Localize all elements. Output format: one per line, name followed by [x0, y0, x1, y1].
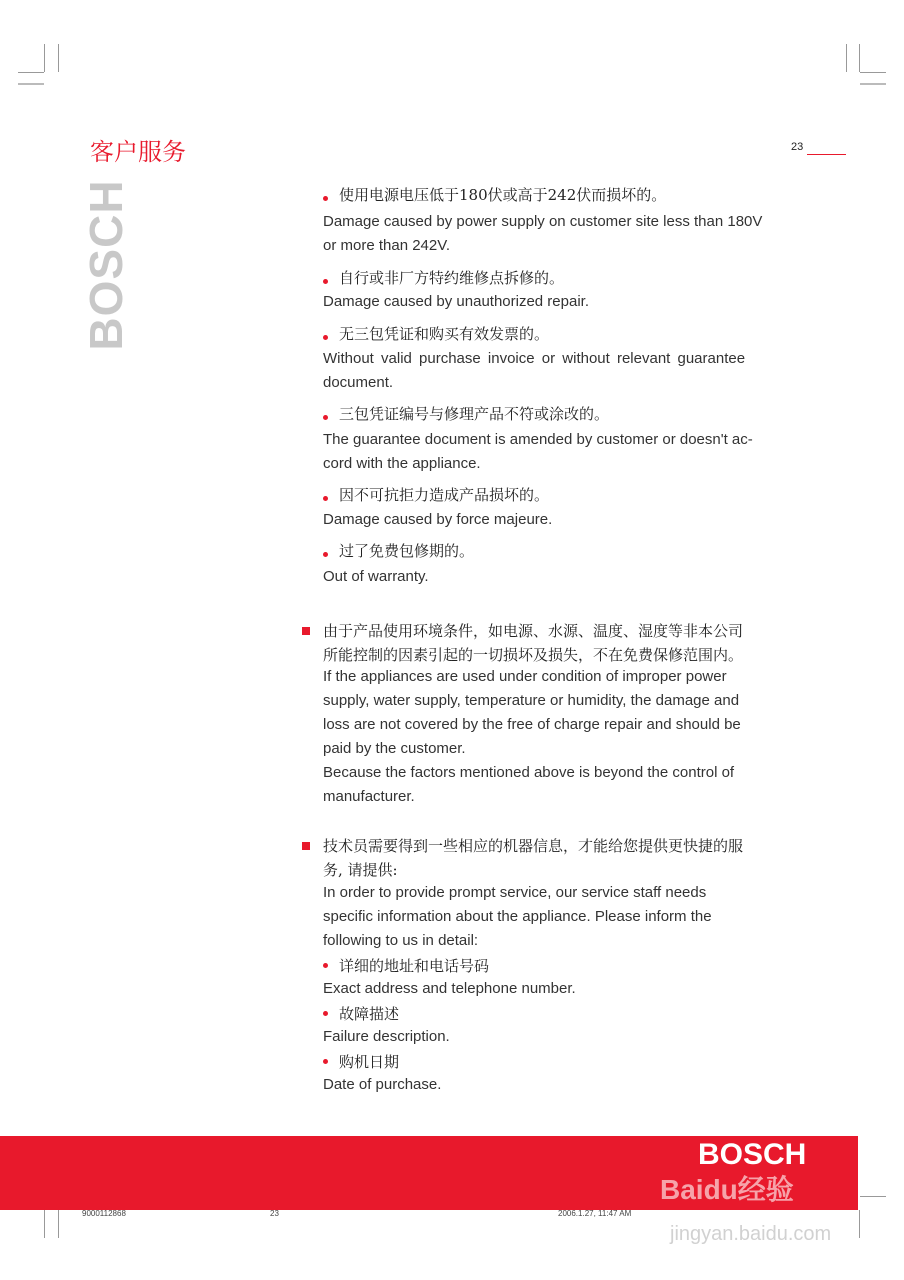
item-cn: 过了免费包修期的。: [339, 542, 475, 560]
bullet-icon: [323, 496, 328, 501]
info-item-en: Exact address and telephone number.: [323, 980, 576, 997]
bullet-icon: [323, 335, 328, 340]
info-item-en: Failure description.: [323, 1028, 450, 1045]
bullet-icon: [323, 415, 328, 420]
crop-mark: [44, 1210, 45, 1238]
footer-page: 23: [270, 1209, 279, 1218]
bosch-side-logo: BOSCH: [80, 179, 132, 351]
doc-code: 9000112868: [82, 1209, 126, 1218]
section-en: following to us in detail:: [323, 932, 479, 949]
item-en: Out of warranty.: [323, 568, 429, 585]
item-cn: 因不可抗拒力造成产品损坏的。: [339, 486, 550, 504]
bullet-icon: [323, 279, 328, 284]
section-en: manufacturer.: [323, 788, 415, 805]
crop-mark: [44, 44, 45, 72]
bullet-icon: [323, 1011, 328, 1016]
item-cn: 无三包凭证和购买有效发票的。: [339, 325, 550, 343]
bosch-footer-logo: BOSCH: [698, 1138, 807, 1171]
watermark: Baidu经验: [660, 1174, 794, 1205]
crop-mark: [18, 72, 44, 73]
section-en: In order to provide prompt service, our service staff needs: [323, 884, 707, 901]
section-cn: 技术员需要得到一些相应的机器信息，才能给您提供更快捷的服: [323, 837, 744, 855]
item-cn: 使用电源电压低于180伏或高于242伏而损坏的。: [339, 186, 667, 204]
timestamp: 2006.1.27, 11:47 AM: [558, 1209, 632, 1218]
square-bullet-icon: [302, 842, 310, 850]
section-cn: 由于产品使用环境条件，如电源、水源、温度、湿度等非本公司: [323, 622, 744, 640]
watermark-url: jingyan.baidu.com: [670, 1223, 832, 1245]
info-item-cn: 购机日期: [339, 1053, 400, 1071]
section-en: specific information about the appliance. Please inform the: [323, 908, 712, 925]
section-en: Because the factors mentioned above is beyond the control of: [323, 764, 735, 781]
section-en: If the appliances are used under condition of improper power: [323, 668, 727, 685]
section-en: supply, water supply, temperature or humidity, the damage and: [323, 692, 740, 709]
info-item-en: Date of purchase.: [323, 1076, 442, 1093]
section-cn: 所能控制的因素引起的一切损坏及损失，不在免费保修范围内。: [323, 646, 744, 664]
square-bullet-icon: [302, 627, 310, 635]
item-en: The guarantee document is amended by customer or doesn't ac-: [323, 431, 753, 448]
item-en: Damage caused by unauthorized repair.: [323, 293, 590, 310]
item-en: Damage caused by force majeure.: [323, 511, 553, 528]
bullet-icon: [323, 963, 328, 968]
crop-mark: [58, 44, 59, 72]
crop-mark: [860, 1196, 886, 1197]
crop-mark: [859, 44, 860, 72]
section-cn: 务, 请提供:: [323, 861, 398, 879]
page-title: 客户服务: [90, 138, 186, 166]
item-en: document.: [323, 374, 394, 391]
crop-mark: [58, 1210, 59, 1238]
item-en: or more than 242V.: [323, 237, 451, 254]
item-cn: 自行或非厂方特约维修点拆修的。: [339, 269, 565, 287]
page-number: 23: [791, 141, 804, 153]
item-en: Damage caused by power supply on customer site less than 180V: [323, 213, 763, 230]
page-number-rule: [807, 154, 846, 155]
bullet-icon: [323, 1059, 328, 1064]
info-item-cn: 详细的地址和电话号码: [339, 957, 490, 975]
info-item-cn: 故障描述: [339, 1005, 400, 1023]
crop-mark: [860, 72, 886, 73]
bullet-icon: [323, 196, 328, 201]
item-en: cord with the appliance.: [323, 455, 481, 472]
section-en: paid by the customer.: [323, 740, 466, 757]
item-cn: 三包凭证编号与修理产品不符或涂改的。: [339, 405, 610, 423]
section-en: loss are not covered by the free of charge repair and should be: [323, 716, 741, 733]
bullet-icon: [323, 552, 328, 557]
crop-mark: [859, 1210, 860, 1238]
item-en: Without valid purchase invoice or without relevant guarantee: [323, 350, 746, 367]
crop-mark: [18, 83, 44, 85]
crop-mark: [846, 44, 847, 72]
crop-mark: [860, 83, 886, 85]
